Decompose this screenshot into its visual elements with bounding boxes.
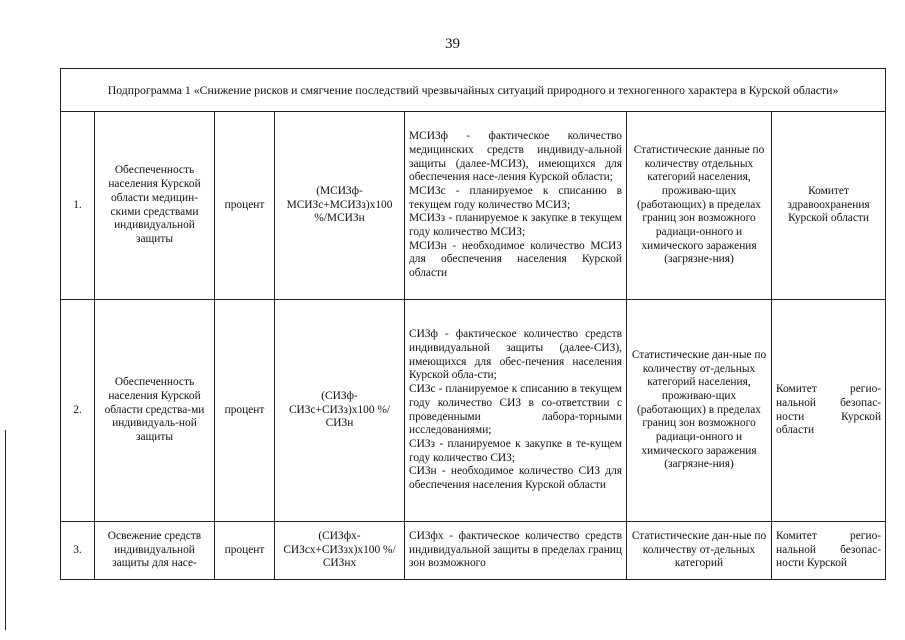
page-number: 39 [445, 36, 460, 52]
row-number: 3. [61, 522, 95, 580]
desc-line: МСИЗф - фактическое количество медицинских средств индивиду-альной защиты (далее-МСИЗ), имеющихся для обеспечения насе-ления Курской области; [409, 130, 622, 184]
margin-line [5, 430, 6, 630]
data-source: Статистические данные по количеству отдельных категорий населения, проживаю-щих (работающих) в пределах границ зон возможного радиаци-онного и химического заражения (загрязне-ния) [627, 112, 772, 300]
indicator-name: Обеспеченность населения Курской области средства-ми индивидуаль-ной защиты [95, 300, 215, 522]
indicator-name: Освежение средств индивидуальной защиты для насе- [95, 522, 215, 580]
desc-line: СИЗфх - фактическое количество средств индивидуальной защиты в пределах границ зон возможного [409, 529, 622, 570]
formula-description [405, 112, 627, 300]
formula: (СИЗф-СИЗс+СИЗз)х100 %/СИЗн [275, 300, 405, 522]
data-source: Статистические дан-ные по количеству от-дельных категорий населения, проживаю-щих (работающих) в пределах границ зон возможного радиаци-онного и химического заражения (загрязне-ния) [627, 300, 772, 522]
table-row [61, 112, 886, 300]
desc-line: МСИЗн - необходимое количество МСИЗ для обеспечения населения Курской области [409, 239, 622, 280]
indicator-name: Обеспеченность населения Курской области медицин-скими средствами индивидуальной защиты [95, 112, 215, 300]
responsible: Комитет регио-нальной безопас-ности Курской области [772, 300, 886, 522]
row-number: 2. [61, 300, 95, 522]
desc-line: СИЗн - необходимое количество СИЗ для обеспечения населения Курской области [409, 465, 622, 491]
table-row [61, 300, 886, 522]
unit: процент [215, 300, 275, 522]
desc-line: МСИЗс - планируемое к списанию в текущем году количество МСИЗ; [409, 184, 622, 211]
table-row [61, 522, 886, 580]
responsible: Комитет здравоохранения Курской области [772, 112, 886, 300]
desc-line: СИЗс - планируемое к списанию в текущем году количество СИЗ в со-ответствии с проведенными лабора-торными исследованиями; [409, 383, 622, 437]
desc-line: СИЗз - планируемое к закупке в те-кущем году количество СИЗ; [409, 437, 622, 464]
indicators-table [60, 68, 886, 580]
desc-line: МСИЗз - планируемое к закупке в текущем году количество МСИЗ; [409, 212, 622, 239]
desc-line: СИЗф - фактическое количество средств индивидуальной защиты (далее-СИЗ), имеющихся для обес-печения населения Курской обла-сти; [409, 328, 622, 382]
data-source: Статистические дан-ные по количеству от-дельных категорий [627, 522, 772, 580]
unit: процент [215, 522, 275, 580]
subprogram-header: Подпрограмма 1 «Снижение рисков и смягчение последствий чрезвычайных ситуаций природного и техногенного характера в Курской области» [61, 69, 886, 112]
formula: (МСИЗф-МСИЗс+МСИЗз)х100 %/МСИЗн [275, 112, 405, 300]
formula-description [405, 300, 627, 522]
responsible: Комитет регио-нальной безопас-ности Курской [772, 522, 886, 580]
row-number: 1. [61, 112, 95, 300]
subprogram-header-row [61, 69, 886, 112]
formula: (СИЗфх-СИЗсх+СИЗзх)х100 %/СИЗнх [275, 522, 405, 580]
formula-description [405, 522, 627, 580]
unit: процент [215, 112, 275, 300]
